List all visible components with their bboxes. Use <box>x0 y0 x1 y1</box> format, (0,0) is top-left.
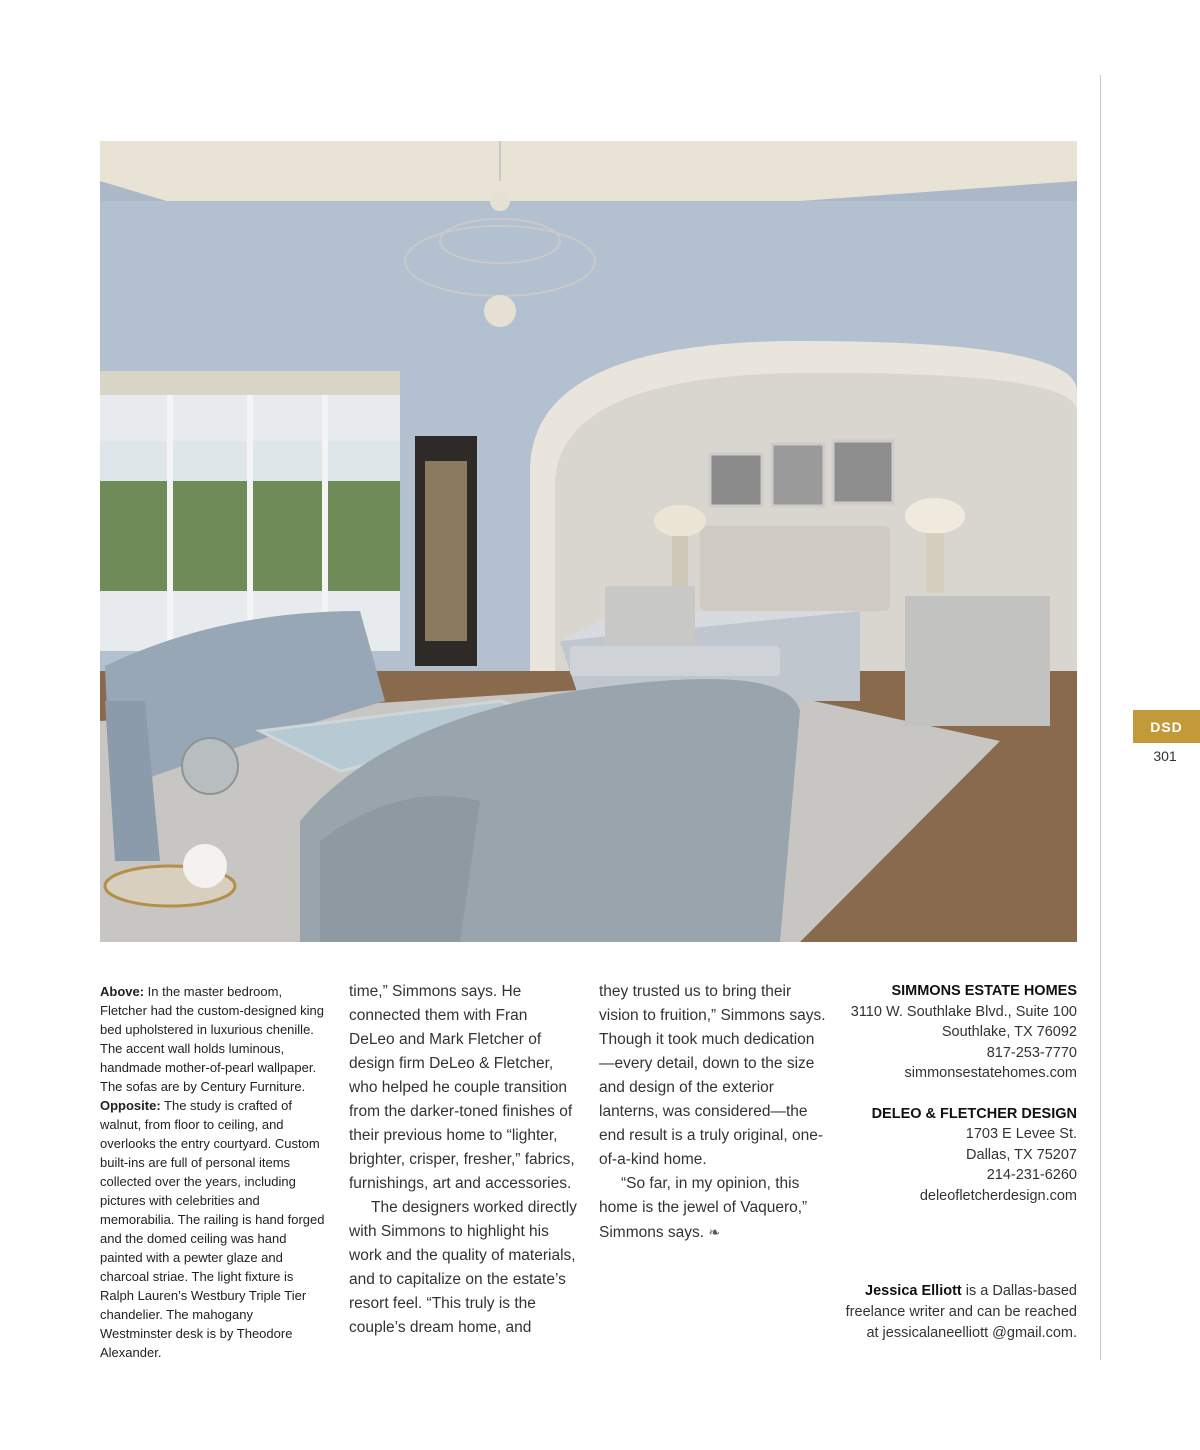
article-paragraph-final <box>599 1172 827 1245</box>
caption-above-text: In the master bedroom, Fletcher had the custom-designed king bed upholstered in luxurious chenille. The accent wall holds luminous, handmade mother-of-pearl wallpaper. The sofas are by Century Furniture. <box>100 984 325 1094</box>
contact-website: deleofletcherdesign.com <box>919 1187 1077 1204</box>
contact-block <box>817 981 1077 1084</box>
contact-phone: 817-253-7770 <box>986 1044 1077 1061</box>
contact-address-line2: Southlake, TX 76092 <box>941 1024 1077 1040</box>
section-tab-label: DSD <box>1150 718 1183 735</box>
caption-above-label: Above: <box>100 984 145 999</box>
bedroom-illustration <box>100 141 1077 942</box>
author-bio-text: is a Dallas-based freelance writer and can be reached at jessicalaneelliott @gmail.com. <box>845 1283 1077 1341</box>
article-paragraph: The designers worked directly with Simmons to highlight his work and the quality of materials, and to capitalize on the estate’s resort feel. “This truly is the couple’s dream home, and <box>349 1199 577 1336</box>
article-paragraph: time,” Simmons says. He connected them with Fran DeLeo and Mark Fletcher of design firm DeLeo & Fletcher, who helped he couple transition from the darker-toned finishes of their previous home to “lighter, brighter, crisper, fresher,” fabrics, furnishings, art and accessories. <box>349 983 575 1192</box>
photo-caption <box>100 982 328 1362</box>
contact-address-line2: Dallas, TX 75207 <box>966 1146 1077 1163</box>
contact-phone: 214-231-6260 <box>986 1167 1077 1183</box>
page-number: 301 <box>1153 748 1177 764</box>
article-paragraph: they trusted us to bring their vision to fruition,” Simmons says. Though it took much dedication—every detail, down to the size and design of the exterior lanterns, was considered—the end result is a truly original, one-of-a-kind home. <box>599 983 826 1168</box>
contact-name: DELEO & FLETCHER DESIGN <box>871 1105 1077 1122</box>
contact-website: simmonsestatehomes.com <box>904 1065 1077 1081</box>
contact-block <box>817 1104 1077 1207</box>
contact-address-line1: 1703 E Levee St. <box>965 1126 1077 1142</box>
end-mark-icon: ❧ <box>708 1224 721 1240</box>
section-tab <box>1133 710 1200 743</box>
article-column-2 <box>599 980 827 1245</box>
article-column-1 <box>349 980 577 1340</box>
article-closing-text: “So far, in my opinion, this home is the jewel of Vaquero,” Simmons says. <box>599 1175 808 1241</box>
contact-address-line1: 3110 W. Southlake Blvd., Suite 100 <box>850 1003 1077 1020</box>
master-bedroom-photo <box>100 141 1077 942</box>
contact-name: SIMMONS ESTATE HOMES <box>891 983 1077 999</box>
resources-list <box>817 981 1077 1226</box>
caption-opposite-label: Opposite: <box>100 1098 161 1113</box>
author-bio <box>837 1281 1077 1344</box>
caption-opposite-text: The study is crafted of walnut, from floor to ceiling, and overlooks the entry courtyard. Custom built-ins are full of personal items collected over the years, including pictures with celebrities and memorabilia. The railing is hand forged and the domed ceiling was hand painted with a pewter glaze and charcoal striae. The light fixture is Ralph Lauren’s Westbury Triple Tier chandelier. The mahogany Westminster desk is by Theodore Alexander. <box>100 1098 325 1360</box>
author-name: Jessica Elliott <box>865 1283 962 1299</box>
page-edge-rule <box>1100 75 1101 1360</box>
